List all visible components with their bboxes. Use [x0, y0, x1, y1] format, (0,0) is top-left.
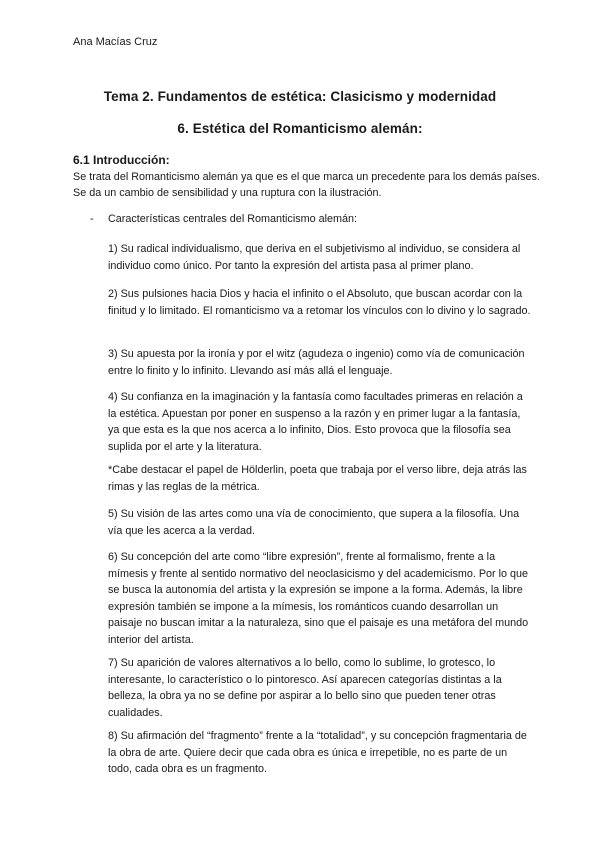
intro-paragraph: Se trata del Romanticismo alemán ya que es el que marca un precedente para los demás países. Se da un cambio de sensibilidad y una ruptura con la ilustración.: [73, 171, 540, 199]
paragraph-8: 8) Su afirmación del “fragmento” frente a la “totalidad”, y su concepción fragmentaria de la obra de arte. Quiere decir que cada obra es única e irrepetible, no es parte de un todo, cada obra es un fragmento.: [108, 730, 527, 775]
paragraph-note: *Cabe destacar el papel de Hölderlin, poeta que trabaja por el verso libre, deja atrás las rimas y las reglas de la métrica.: [108, 464, 527, 493]
paragraph-4: 4) Su confianza en la imaginación y la fantasía como facultades primeras en relación a la estética. Apuestan por poner en suspenso a la razón y en primer lugar a la fantasía, ya que esta es la que nos acerca a lo infinito, Dios. Esto provoca que la filosofía sea suplida por el arte y la literatura.: [108, 391, 523, 453]
paragraph-1: 1) Su radical individualismo, que deriva en el subjetivismo al individuo, se considera al individuo como único. Por tanto la expresión del artista pasa al primer plano.: [108, 243, 521, 272]
author-name: Ana Macías Cruz: [73, 36, 158, 48]
list-heading: Características centrales del Romanticismo alemán:: [108, 213, 358, 225]
section-title: 6. Estética del Romanticismo alemán:: [177, 121, 423, 136]
document-title: Tema 2. Fundamentos de estética: Clasicismo y modernidad: [103, 89, 497, 104]
paragraph-3: 3) Su apuesta por la ironía y por el witz (agudeza o ingenio) como vía de comunicación entre lo finito y lo infinito. Llevando así más allá el lenguaje.: [108, 348, 525, 377]
paragraph-7: 7) Su aparición de valores alternativos a lo bello, como lo sublime, lo grotesco, lo interesante, lo característico o lo pintoresco. Así aparecen categorías distintas a la belleza, la obra ya no se define por aspirar a lo bello sino que pueden tener otras cualidades.: [108, 657, 502, 719]
paragraph-2: 2) Sus pulsiones hacia Dios y hacia el infinito o el Absoluto, que buscan acordar con la finitud y lo limitado. El romanticismo va a retomar los vínculos con lo divino y lo sagrado.: [108, 288, 531, 317]
paragraph-5: 5) Su visión de las artes como una vía de conocimiento, que supera a la filosofía. Una vía que les acerca a la verdad.: [108, 508, 520, 537]
paragraph-6: 6) Su concepción del arte como “libre expresión”, frente al formalismo, frente a la mímesis y frente al sentido normativo del neoclasicismo y del academicismo. Por lo que se busca la autonomía del artista y la expresión se impone a la forma. Además, la libre expresión también se impone a la mímesis, los románticos cuando desarrollan un paisaje no buscan imitar a la naturaleza, sino que el paisaje es una metáfora del mundo interior del artista.: [108, 551, 529, 646]
list-bullet: -: [90, 213, 94, 225]
subsection-heading: 6.1 Introducción:: [73, 153, 170, 167]
